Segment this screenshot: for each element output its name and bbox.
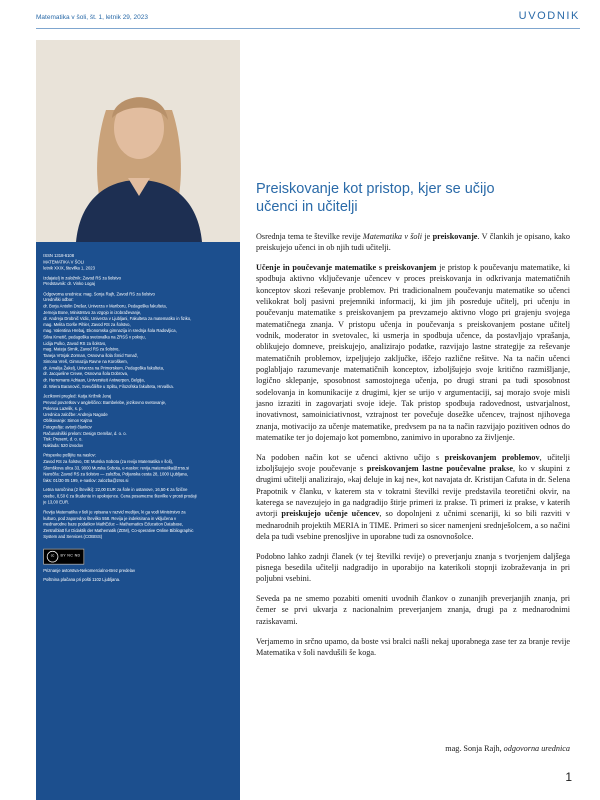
text-run: . V člankih je opisano, kako preiskujejo učenci in ob njih tudi učitelji.	[256, 232, 570, 253]
board-member: Lidija Pulko, Zavod RS za šolstvo,	[43, 341, 107, 347]
author-photo	[36, 40, 240, 242]
publisher: Izdajatelj in založnik: Zavod RS za šolstvo	[43, 276, 121, 281]
credit-line: Fotografije: avtorji člankov	[43, 425, 92, 430]
credit-line: Urednica založbe: Andreja Nagode	[43, 413, 108, 418]
editor: Odgovorna urednica: mag. Sonja Rajh, Zavod RS za šolstvo	[43, 292, 155, 297]
title-line: učenci in učitelji	[256, 199, 358, 216]
text-run: je pristop k poučevanju matematike, ki spodbuja aktivno vključevanje učencev v proces preiskovanja in odkrivanja matematičnih konceptov skozi reševanje problemov. Pri tradicionalnem poučevanju matematike so učenci velikokrat bolj pasivni prejemniki informacij, ki jim jih posreduje učitelj, pri učenju in poučevanju matematike s preiskovanjem pa prevzamejo aktivno vlogo pri grajenju svojega matematičnega znanja. V pristopu učenja in poučevanja s preiskovanjem postane učitelj vodnik, moderator in svetovalec, ki usmerja in spodbuja učence, da postavljajo vprašanja, oblikujejo domneve, preiskujejo, analizirajo podatke, razvijajo lastne strategije za reševanje matematičnih problemov, izpeljujejo zaključke, iščejo različne rešitve. Na ta način učenci poglabljajo razumevanje matematičnih konceptov, izboljšujejo svoje kritično razmišljanje, logično sklepanje, sposobnost samostojnega učenja, po drugi strani pa tudi sposobnost sodelovanja in komunikacije z drugimi, kjer se urijo v argumentaciji, saj morajo svoje misli jasno izraziti in zagovarjati svoje ideje. Tak pristop spodbuja radovednost, ustvarjalnost, inovativnost, samoiniciativnost, vztrajnost ter povečuje dosežke učencev, trajnost njihovega znanja, motivacijo za učenje matematike, predvsem pa na ta način razvijajo pozitiven odnos do matematike ter jo dojemajo kot pomembno, zanimivo in uporabno za življenje.	[256, 263, 571, 442]
running-header: Matematika v šoli, št. 1, letnik 29, 2023	[36, 14, 148, 21]
keyword-bold: preiskujejo učenje učencev	[281, 509, 380, 519]
indexing-line: kulturo, pod zaporedno številko 558. Revija je indeksirana in vključena v	[43, 516, 177, 522]
issue-info: letnik XXIX, številka 1, 2023	[43, 266, 95, 271]
board-title: Uredniški odbor:	[43, 298, 74, 303]
board-member: mag. Valentina Hrebaj, Ekonomska gimnazija in srednja šola Radovljica,	[43, 329, 177, 334]
section-label: UVODNIK	[518, 10, 580, 22]
contact-line: Naročila: Zavod RS za šolstvo — založba, Poljanska cesta 28, 1000 Ljubljana,	[43, 472, 188, 477]
indexing-line: System and Services (COBISS)	[43, 535, 103, 540]
credit-line: Jezikovni pregled: Katja Križnik Jeraj	[43, 394, 112, 400]
text-run: , so dopolnjeni z učnimi scenariji, ki so bili razviti v mednarodnih projektih MERIA in TIME. Primeri so sicer namenjeni srednješolcem, a so načini dela pa tudi vsebine prenosljive in uporabne tudi za osnovnošolce.	[256, 509, 570, 541]
indexing-line: mednarodne baze podatkov MathEduc – Mathematics Education Database,	[43, 522, 184, 528]
credit-line: Oblikovanje: Simon Kajtna	[43, 419, 93, 424]
signature-name: mag. Sonja Rajh,	[445, 744, 504, 753]
indexing-line: Revija Matematika v šoli je vpisana v razvid medijev, ki ga vodi Ministrstvo za	[43, 510, 186, 515]
board-member: dr. Borja Antolin Drešar, Univerza v Mariboru, Pedagoška fakulteta,	[43, 304, 167, 309]
article-title	[256, 180, 576, 216]
board-member: Simona Vreš, Gimnazija Ravne na Koroškem,	[43, 360, 128, 365]
indexing-line: Zentralblatt fur Didaktik der Mathematik (ZDM), Co-operative Online Bibliographic	[43, 529, 194, 534]
price-line: Letna naročnina (2 številki): 22,00 EUR za šole in ustanove, 16,50 € za fizične	[43, 488, 188, 493]
cc-codes: BY NC ND	[60, 553, 81, 559]
paragraph-last-article: Podobno lahko zadnji članek (v tej številki revije) o preverjanju znanja s tvorjenjem daljšega pisnega besedila učitelji nadgradijo in uporabijo na katerikoli stopnji izobraževanja in pri poljubni vsebini.	[256, 551, 570, 584]
keyword-bold: preiskovanjem problemov	[444, 452, 540, 462]
text-run: je	[422, 232, 433, 241]
credit-line: Računalniški prelom: Design Demšar, d. o. o.	[43, 431, 127, 437]
price-line: je 13,00 EUR.	[43, 500, 70, 506]
text-run: , ko v skupini z drugimi učitelji analizirajo, »kaj deluje in kaj ne«, kot navajata dr. Kristijan Cafuta in dr. Selena Prapotnik v članku, v katerem sta v tokratni številki revije predstavila teoretični okvir, na katerega se navezujejo in ga nadgradijo štirje primeri iz prakse. Ti primeri iz prakse, v katerih avtorji	[256, 463, 571, 519]
signature-role: odgovorna urednica	[503, 744, 570, 753]
board-member: dr. Wiera Baranović, Sveučilište u Splitu, Filozofska fakulteta, Hrvaška.	[43, 384, 174, 390]
credit-line: Polenca Lazelik, s. p.	[43, 407, 83, 412]
contact-line: faks: 01/30 05 199, e-naslov: zalozba@zrss.si	[43, 478, 129, 483]
license-text: Priznanje avtorstva-Nekomercialno-Brez predelav	[43, 568, 136, 574]
contact-title: Prispevke pošljite na naslov:	[43, 453, 96, 459]
issn: ISSN 1318-6108	[43, 254, 75, 259]
editorial-body	[256, 231, 570, 667]
cc-icon: cc	[47, 551, 59, 563]
header-rule	[36, 28, 580, 29]
text-run: , učitelji izboljšujejo svoje poučevanje s	[256, 452, 570, 473]
paragraph-inquiry	[256, 262, 570, 443]
board-member: mag. Melita Gorše Pihler, Zavod RS za šolstvo,	[43, 323, 131, 328]
journal-name: MATEMATIKA V ŠOLI	[43, 260, 85, 265]
page-number: 1	[565, 770, 572, 784]
board-member: dr. Herremans Adriaan, Universiteit Antwerpen, Belgija,	[43, 378, 145, 384]
editor-signature	[445, 744, 570, 753]
board-member: dr. Amalija Žakelj, Univerza na Primorskem, Pedagoška fakulteta,	[43, 366, 165, 371]
board-member: dr. Andreja Drobnič Vidic, Univerza v Ljubljani, Fakulteta za matematiko in fiziko,	[43, 317, 192, 322]
paragraph-intro	[256, 231, 570, 254]
credit-line: Naklada: 520 izvodov	[43, 444, 84, 449]
keyword-bold: preiskovanjem lastne poučevalne prakse	[366, 463, 514, 473]
journal-name-italic: Matematika v šoli	[362, 232, 423, 241]
cc-license-badge	[43, 549, 84, 565]
board-member: Silva Kmetič, pedagoška svetovalka na ZRSŠ v pokoju,	[43, 335, 146, 340]
director: Predstavnik: dr. Vinko Logaj	[43, 282, 95, 287]
board-member: mag. Mateja Sirnik, Zavod RS za šolstvo,	[43, 347, 120, 353]
text-run: Osrednja tema te številke revije	[256, 232, 363, 241]
text-run: Na podoben način kot se učenci aktivno učijo s	[256, 452, 445, 462]
title-line: Preiskovanje kot pristop, kjer se učijo	[256, 181, 495, 197]
colophon-sidebar	[36, 242, 240, 800]
postage-note: Poštnina plačana pri pošti 1102 Ljubljana.	[43, 578, 121, 583]
price-line: osebe, 8,50 € za študente in upokojence. Cena posamezne številke v prosti prodaji	[43, 494, 197, 499]
portrait-illustration	[36, 40, 240, 242]
paragraph-closing: Verjamemo in srčno upamo, da boste vsi bralci našli nekaj uporabnega zase ter za branje revije Matematika v šoli navdušili še koga.	[256, 636, 570, 657]
contact-line: Zavod RS za šolstvo, OE Murska Sobota (za revijo Matematika v šoli),	[43, 460, 174, 465]
contact-line: Slomškova ulica 33, 9000 Murska Sobota, e-naslov: revija.matematika@zrss.si	[43, 466, 190, 471]
paragraph-assessments: Seveda pa ne smemo pozabiti omeniti uvodnih člankov o zunanjih preverjanjih znanja, pri čemer se prvi ukvarja z nacionalnim preverjanjem znanja, drugi pa z mednarodnimi raziskavami.	[256, 594, 570, 626]
keyword-bold: preiskovanje	[432, 232, 478, 241]
board-member: dr. Jacqueline Crewe, Osnovna šola Dobrova,	[43, 372, 129, 377]
credit-line: Tisk: Present, d. o. o.	[43, 437, 83, 443]
board-member: Jerneja Bone, Ministrstvo za vzgojo in izobraževanje,	[43, 310, 142, 316]
board-member: Taneja Vrtnjak Zorman, Osnovna šola Šmid Tomaž,	[43, 354, 139, 359]
credit-line: Prevod povzetkov v angleščino: Bambelebe, jezikovno svetovanje,	[43, 400, 167, 406]
paragraph-teachers	[256, 452, 570, 543]
keyword-bold: Učenje in poučevanje matematike s preiskovanjem	[256, 263, 437, 273]
